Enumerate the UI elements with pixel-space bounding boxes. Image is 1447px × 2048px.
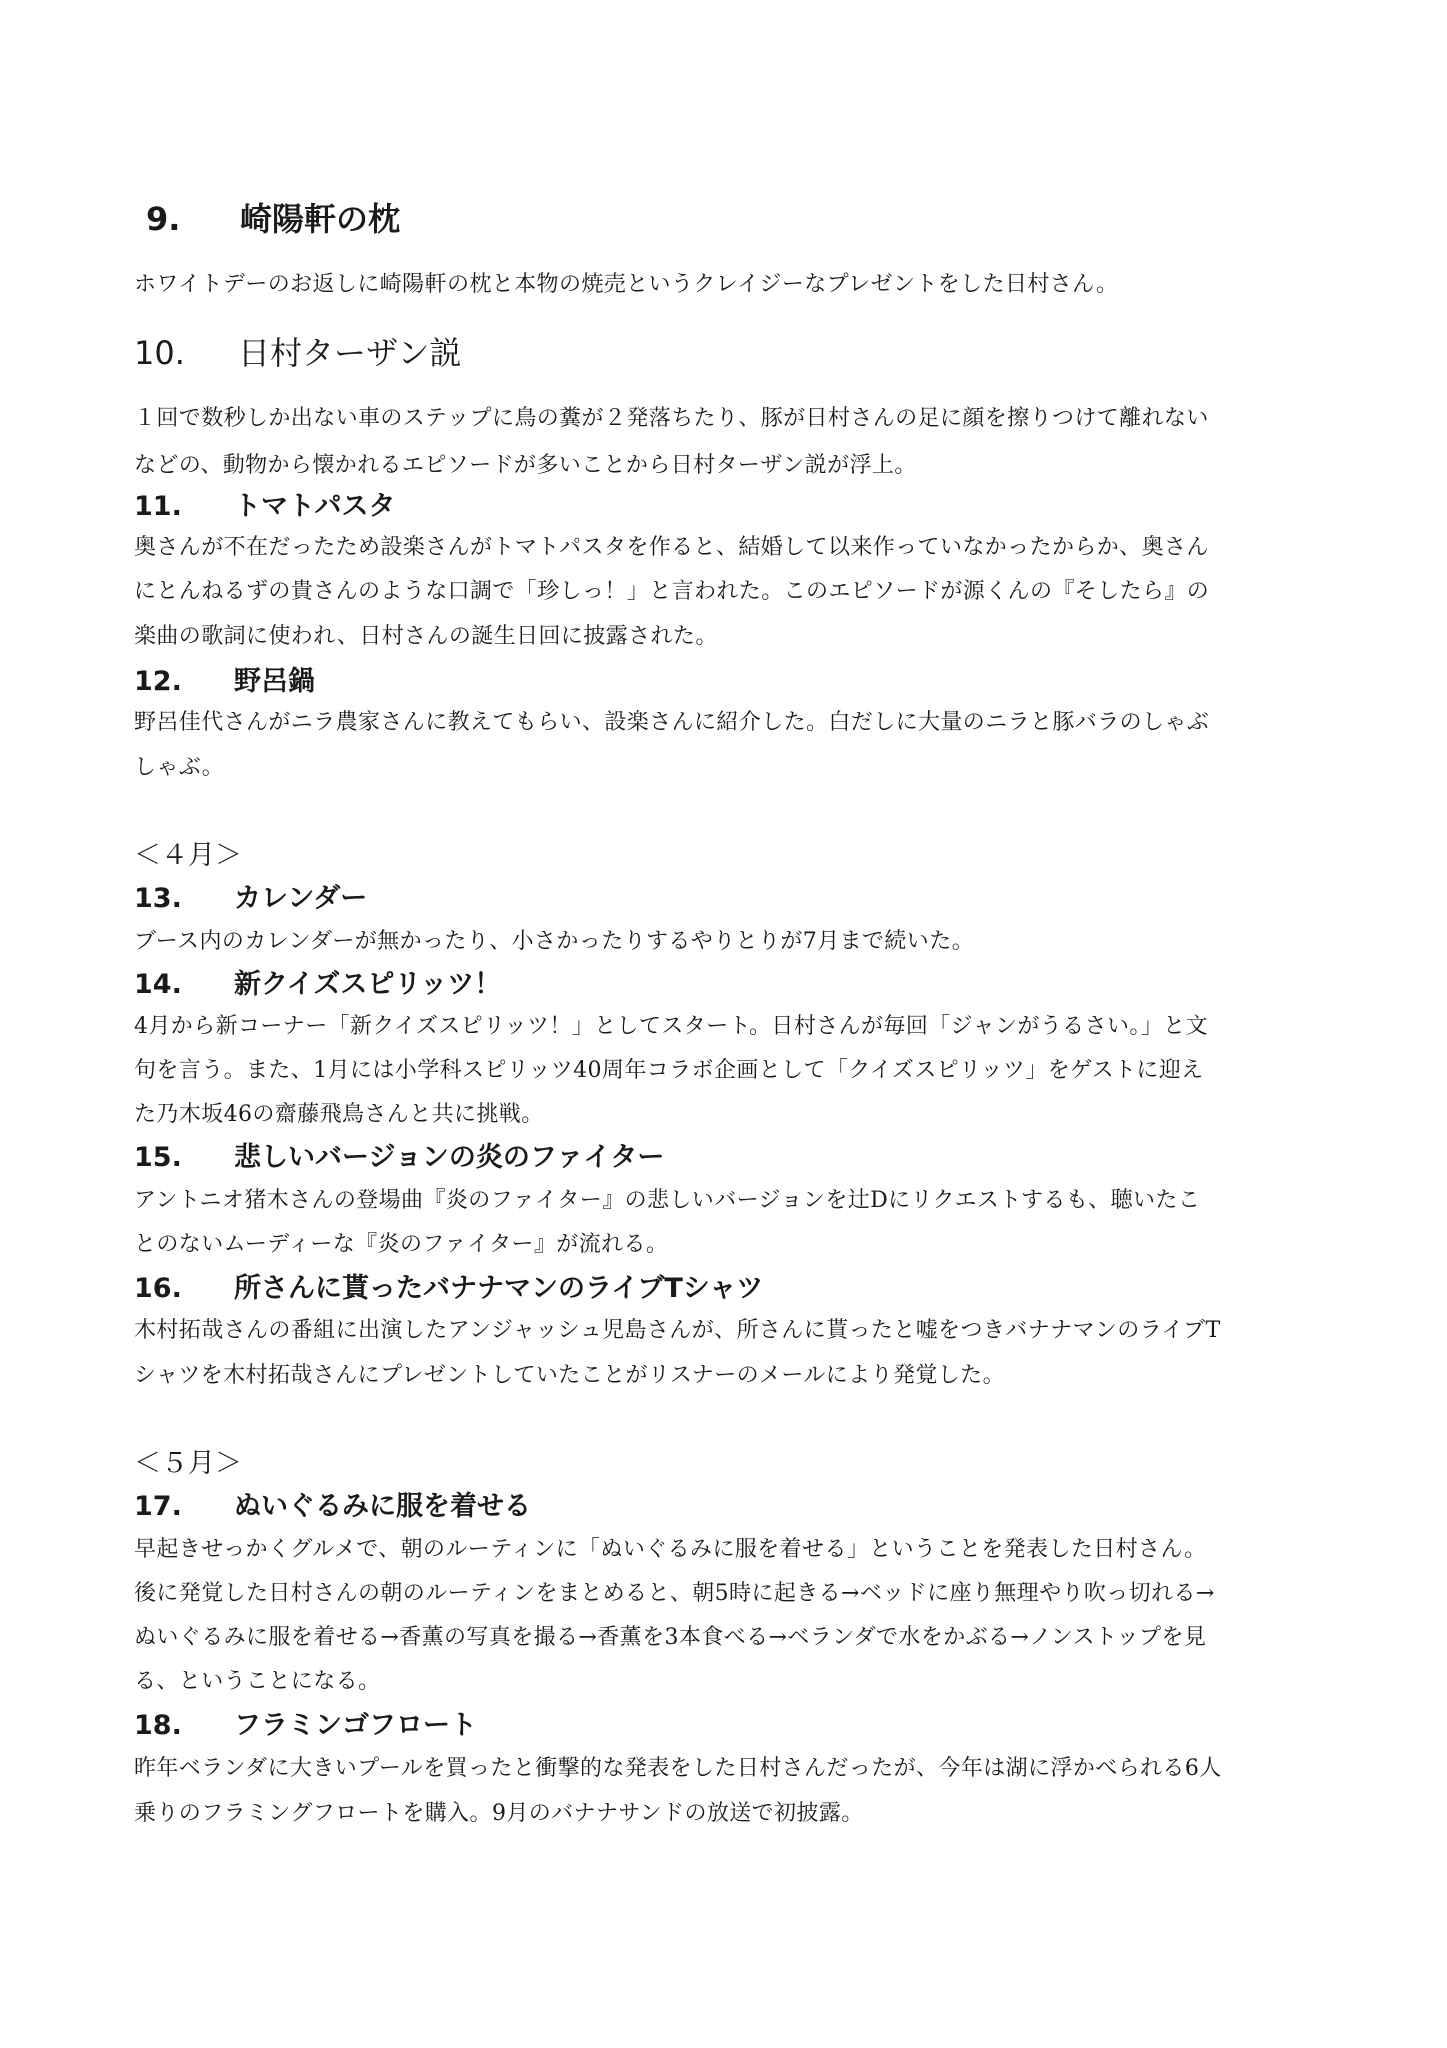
section-title: 所さんに貰ったバナナマンのライブTシャツ [234,1273,764,1304]
section-number: 17. [134,1491,182,1522]
section-number: 12. [134,666,182,697]
section-heading-13 [134,881,367,917]
section-heading-17 [134,1489,531,1525]
section-title: 新クイズスピリッツ！ [234,969,502,1000]
section-15-line-2: とのないムーディーな『炎のファイター』が流れる。 [134,1232,669,1257]
section-title: 日村ターザン説 [238,334,462,372]
section-title: トマトパスタ [234,491,396,522]
section-14-line-1: 4月から新コーナー「新クイズスピリッツ！」としてスタート。日村さんが毎回「ジャンがうるさい。」と文 [134,1014,1208,1039]
section-17-line-2: 後に発覚した日村さんの朝のルーティンをまとめると、朝5時に起きる→ベッドに座り無理やり吹っ切れる→ [134,1581,1215,1606]
section-number: 18. [134,1710,182,1741]
section-10-line-2: などの、動物から懐かれるエピソードが多いことから日村ターザン説が浮上。 [134,453,917,478]
section-10-line-1: １回で数秒しか出ない車のステップに鳥の糞が２発落ちたり、豚が日村さんの足に顔を擦りつけて離れない [134,406,1209,431]
section-heading-18 [134,1708,477,1744]
section-18-line-2: 乗りのフラミングフロートを購入。9月のバナナサンドの放送で初披露。 [134,1801,864,1826]
month-heading-may: ＜５月＞ [134,1448,242,1479]
section-12-line-2: しゃぶ。 [134,755,225,780]
section-12-line-1: 野呂佳代さんがニラ農家さんに教えてもらい、設楽さんに紹介した。白だしに大量のニラと豚バラのしゃぶ [134,710,1210,735]
section-title: フラミンゴフロート [234,1710,477,1741]
section-heading-12 [134,664,315,700]
section-11-line-1: 奥さんが不在だったため設楽さんがトマトパスタを作ると、結婚して以来作っていなかったからか、奥さん [134,535,1209,560]
section-11-line-3: 楽曲の歌詞に使われ、日村さんの誕生日回に披露された。 [134,624,718,649]
section-title: 野呂鍋 [234,666,315,697]
month-heading-april: ＜４月＞ [134,840,242,871]
section-title: カレンダー [234,883,368,914]
section-number: 10. [134,334,185,372]
section-11-line-2: にとんねるずの貴さんのような口調で「珍しっ！」と言われた。このエピソードが源くんの『そしたら』の [134,579,1210,604]
section-16-line-2: シャツを木村拓哉さんにプレゼントしていたことがリスナーのメールにより発覚した。 [134,1363,1005,1388]
section-number: 13. [134,883,182,914]
section-number: 11. [134,491,182,522]
section-heading-15 [134,1140,664,1176]
section-14-line-2: 句を言う。また、1月には小学科スピリッツ40周年コラボ企画として「クイズスピリッツ」をゲストに迎え [134,1058,1204,1083]
section-14-line-3: た乃木坂46の齋藤飛鳥さんと共に挑戦。 [134,1102,544,1127]
section-17-line-1: 早起きせっかくグルメで、朝のルーティンに「ぬいぐるみに服を着せる」ということを発表した日村さん。 [134,1537,1207,1562]
section-title: ぬいぐるみに服を着せる [234,1491,531,1522]
section-17-line-3: ぬいぐるみに服を着せる→香薫の写真を撮る→香薫を3本食べる→ベランダで水をかぶる→ノンストップを見 [134,1625,1207,1650]
section-15-line-1: アントニオ猪木さんの登場曲『炎のファイター』の悲しいバージョンを辻Dにリクエストするも、聴いたこ [134,1188,1201,1213]
section-heading-16 [134,1271,763,1307]
section-heading-10 [134,332,461,374]
section-16-line-1: 木村拓哉さんの番組に出演したアンジャッシュ児島さんが、所さんに貰ったと嘘をつきバナナマンのライブT [134,1318,1221,1343]
section-heading-11 [134,489,395,525]
section-title: 崎陽軒の枕 [240,200,401,238]
section-13-line-1: ブース内のカレンダーが無かったり、小さかったりするやりとりが7月まで続いた。 [134,929,975,954]
section-17-line-4: る、ということになる。 [134,1669,381,1694]
section-9-line-1: ホワイトデーのお返しに崎陽軒の枕と本物の焼売というクレイジーなプレゼントをした日村さん。 [134,272,1119,297]
section-title: 悲しいバージョンの炎のファイター [234,1142,665,1173]
section-number: 15. [134,1142,182,1173]
section-number: 16. [134,1273,182,1304]
section-number: 14. [134,969,182,1000]
section-number: 9. [146,200,181,238]
section-heading-14 [134,967,501,1003]
section-18-line-1: 昨年ベランダに大きいプールを買ったと衝撃的な発表をした日村さんだったが、今年は湖に浮かべられる6人 [134,1756,1222,1781]
section-heading-9 [146,198,400,240]
